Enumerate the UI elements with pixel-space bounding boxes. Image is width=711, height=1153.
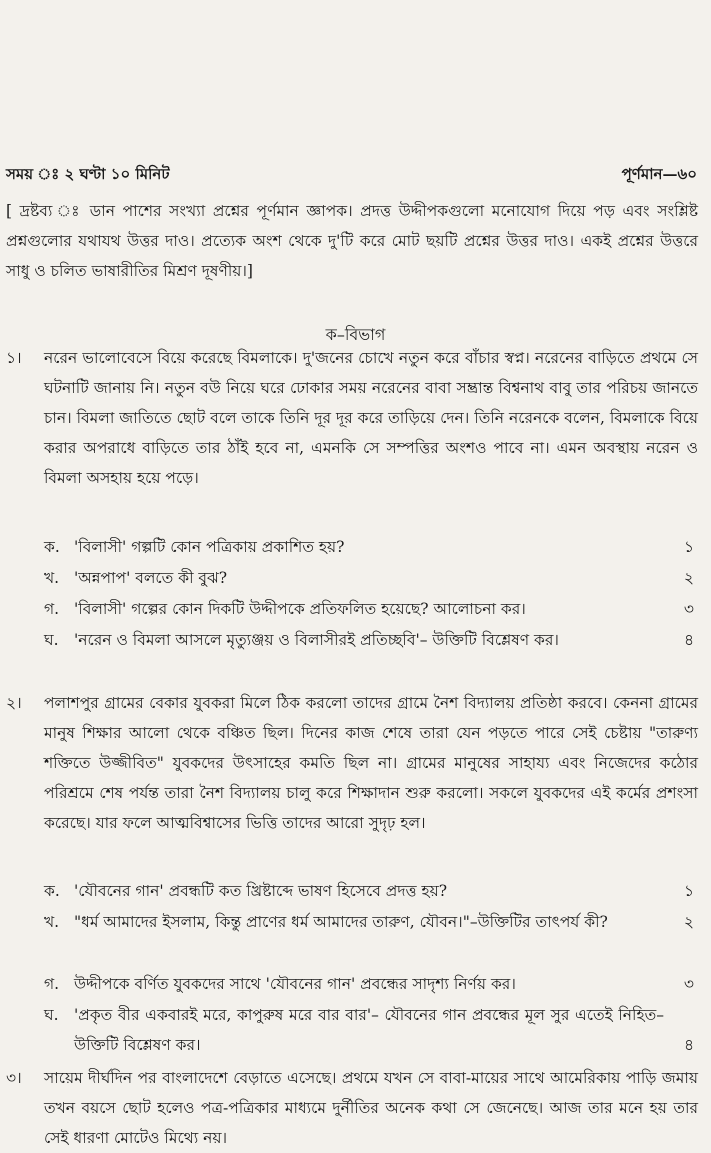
q2-item-marks: ১: [683, 882, 694, 900]
q1-passage-block: [6, 343, 698, 493]
q1-item-label: খ.: [44, 569, 60, 587]
q3-passage: সায়েম দীর্ঘদিন পর বাংলাদেশে বেড়াতে এসেছে। প্রথমে যখন সে বাবা-মায়ের সাথে আমেরিকায় পাড়ি জমায় তখন বয়সে ছোট হলেও পত্র-পত্রিকার মাধ্যমে দুর্নীতির অনেক কথা সে জেনেছে। আজ তার মনে হয় তার সেই ধারণা মোটেও মিথ্যে নয়।: [44, 1069, 698, 1147]
q1-item-label: ঘ.: [44, 631, 59, 649]
q2-item-text: উদ্দীপকে বর্ণিত যুবকদের সাথে 'যৌবনের গান' প্রবন্ধের সাদৃশ্য নির্ণয় কর।: [74, 975, 516, 993]
q2-item-ka: [44, 876, 694, 906]
q1-item-marks: ৪: [683, 631, 694, 649]
q2-item-text: 'যৌবনের গান' প্রবন্ধটি কত খ্রিষ্টাব্দে ভাষণ হিসেবে প্রদত্ত হয়?: [74, 882, 448, 900]
q1-item-ga: [44, 594, 694, 624]
q2-item-ga: [44, 969, 694, 999]
q1-item-marks: ২: [683, 569, 694, 587]
q2-item-text: "ধর্ম আমাদের ইসলাম, কিন্তু প্রাণের ধর্ম আমাদের তারুণ, যৌবন।"–উক্তিটির তাৎপর্য কী?: [74, 913, 608, 931]
q1-item-kha: [44, 563, 694, 593]
q1-item-ka: [44, 532, 694, 562]
q2-item-label: ক.: [44, 882, 60, 900]
q1-item-text: 'নরেন ও বিমলা আসলে মৃত্যুঞ্জয় ও বিলাসীরই প্রতিচ্ছবি'– উক্তিটি বিশ্লেষণ কর।: [74, 631, 559, 649]
instructions: [ দ্রষ্টব্য ঃ ডান পাশের সংখ্যা প্রশ্নের পূর্ণমান জ্ঞাপক। প্রদত্ত উদ্দীপকগুলো মনোযোগ দিয়ে পড় এবং সংশ্লিষ্ট প্রশ্নগুলোর যথাযথ উত্তর দাও। প্রত্যেক অংশ থেকে দু'টি করে মোট ছয়টি প্রশ্নের উত্তর দাও। একই প্রশ্নের উত্তরে সাধু ও চলিত ভাষারীতির মিশ্রণ দূষণীয়।]: [6, 202, 698, 280]
q2-item-gha: [44, 1000, 694, 1060]
q1-item-marks: ৩: [683, 600, 694, 618]
q2-number: ২।: [6, 694, 22, 712]
q2-item-kha: [44, 907, 694, 937]
q3-passage-block: [6, 1063, 698, 1153]
q2-item-marks: ৪: [683, 1036, 694, 1054]
q1-item-text: 'বিলাসী' গল্পের কোন দিকটি উদ্দীপকে প্রতিফলিত হয়েছে? আলোচনা কর।: [74, 600, 526, 618]
q2-item-label: ঘ.: [44, 1006, 59, 1024]
q1-passage: নরেন ভালোবেসে বিয়ে করেছে বিমলাকে। দু'জনের চোখে নতুন করে বাঁচার স্বপ্ন। নরেনের বাড়িতে প্রথমে সে ঘটনাটি জানায় নি। নতুন বউ নিয়ে ঘরে ঢোকার সময় নরেনের বাবা সম্ভ্রান্ত বিশ্বনাথ বাবু তার পরিচয় জানতে চান। বিমলা জাতিতে ছোট বলে তাকে তিনি দূর দূর করে তাড়িয়ে দেন। তিনি নরেনকে বলেন, বিমলাকে বিয়ে করার অপরাধে বাড়িতে তার ঠাঁই হবে না, এমনকি সে সম্পত্তির অংশও পাবে না। এমন অবস্থায় নরেন ও বিমলা অসহায় হয়ে পড়ে।: [44, 349, 698, 487]
q2-item-label: গ.: [44, 975, 60, 993]
exam-header: [6, 163, 697, 188]
q1-item-marks: ১: [683, 538, 694, 556]
q2-passage: পলাশপুর গ্রামের বেকার যুবকরা মিলে ঠিক করলো তাদের গ্রামে নৈশ বিদ্যালয় প্রতিষ্ঠা করবে। কেননা গ্রামের মানুষ শিক্ষার আলো থেকে বঞ্চিত ছিল। দিনের কাজ শেষে তারা যেন পড়তে পারে সেই চেষ্টায় "তারুণ্য শক্তিতে উজ্জীবিত" যুবকদের উৎসাহের কমতি ছিল না। গ্রামের মানুষের সাহায্য এবং নিজেদের কঠোর পরিশ্রমে শেষ পর্যন্ত তারা নৈশ বিদ্যালয় চালু করে শিক্ষাদান শুরু করলো। সকলে যুবকদের এই কর্মের প্রশংসা করেছে। যার ফলে আত্মবিশ্বাসের ভিত্তি তাদের আরো সুদৃঢ় হল।: [44, 694, 698, 832]
q1-item-text: 'অন্নপাপ' বলতে কী বুঝ?: [74, 569, 228, 587]
q2-item-marks: ৩: [683, 975, 694, 993]
section-title: ক–বিভাগ: [325, 325, 386, 344]
q2-item-text: 'প্রকৃত বীর একবারই মরে, কাপুরুষ মরে বার বার'– যৌবনের গান প্রবন্ধের মূল সুর এতেই নিহিত–উক্তিটি বিশ্লেষণ কর।: [74, 1006, 664, 1054]
full-marks: পূর্ণমান—৬০: [621, 165, 697, 183]
q3-number: ৩।: [6, 1069, 22, 1087]
q2-item-label: খ.: [44, 913, 60, 931]
q1-item-text: 'বিলাসী' গল্পটি কোন পত্রিকায় প্রকাশিত হয়?: [74, 538, 345, 556]
q1-number: ১।: [6, 349, 22, 367]
q2-passage-block: [6, 688, 698, 838]
q1-item-label: গ.: [44, 600, 60, 618]
exam-time: সময় ঃ ২ ঘণ্টা ১০ মিনিট: [6, 165, 170, 183]
q1-item-gha: [44, 625, 694, 655]
q2-item-marks: ২: [683, 913, 694, 931]
q1-item-label: ক.: [44, 538, 60, 556]
